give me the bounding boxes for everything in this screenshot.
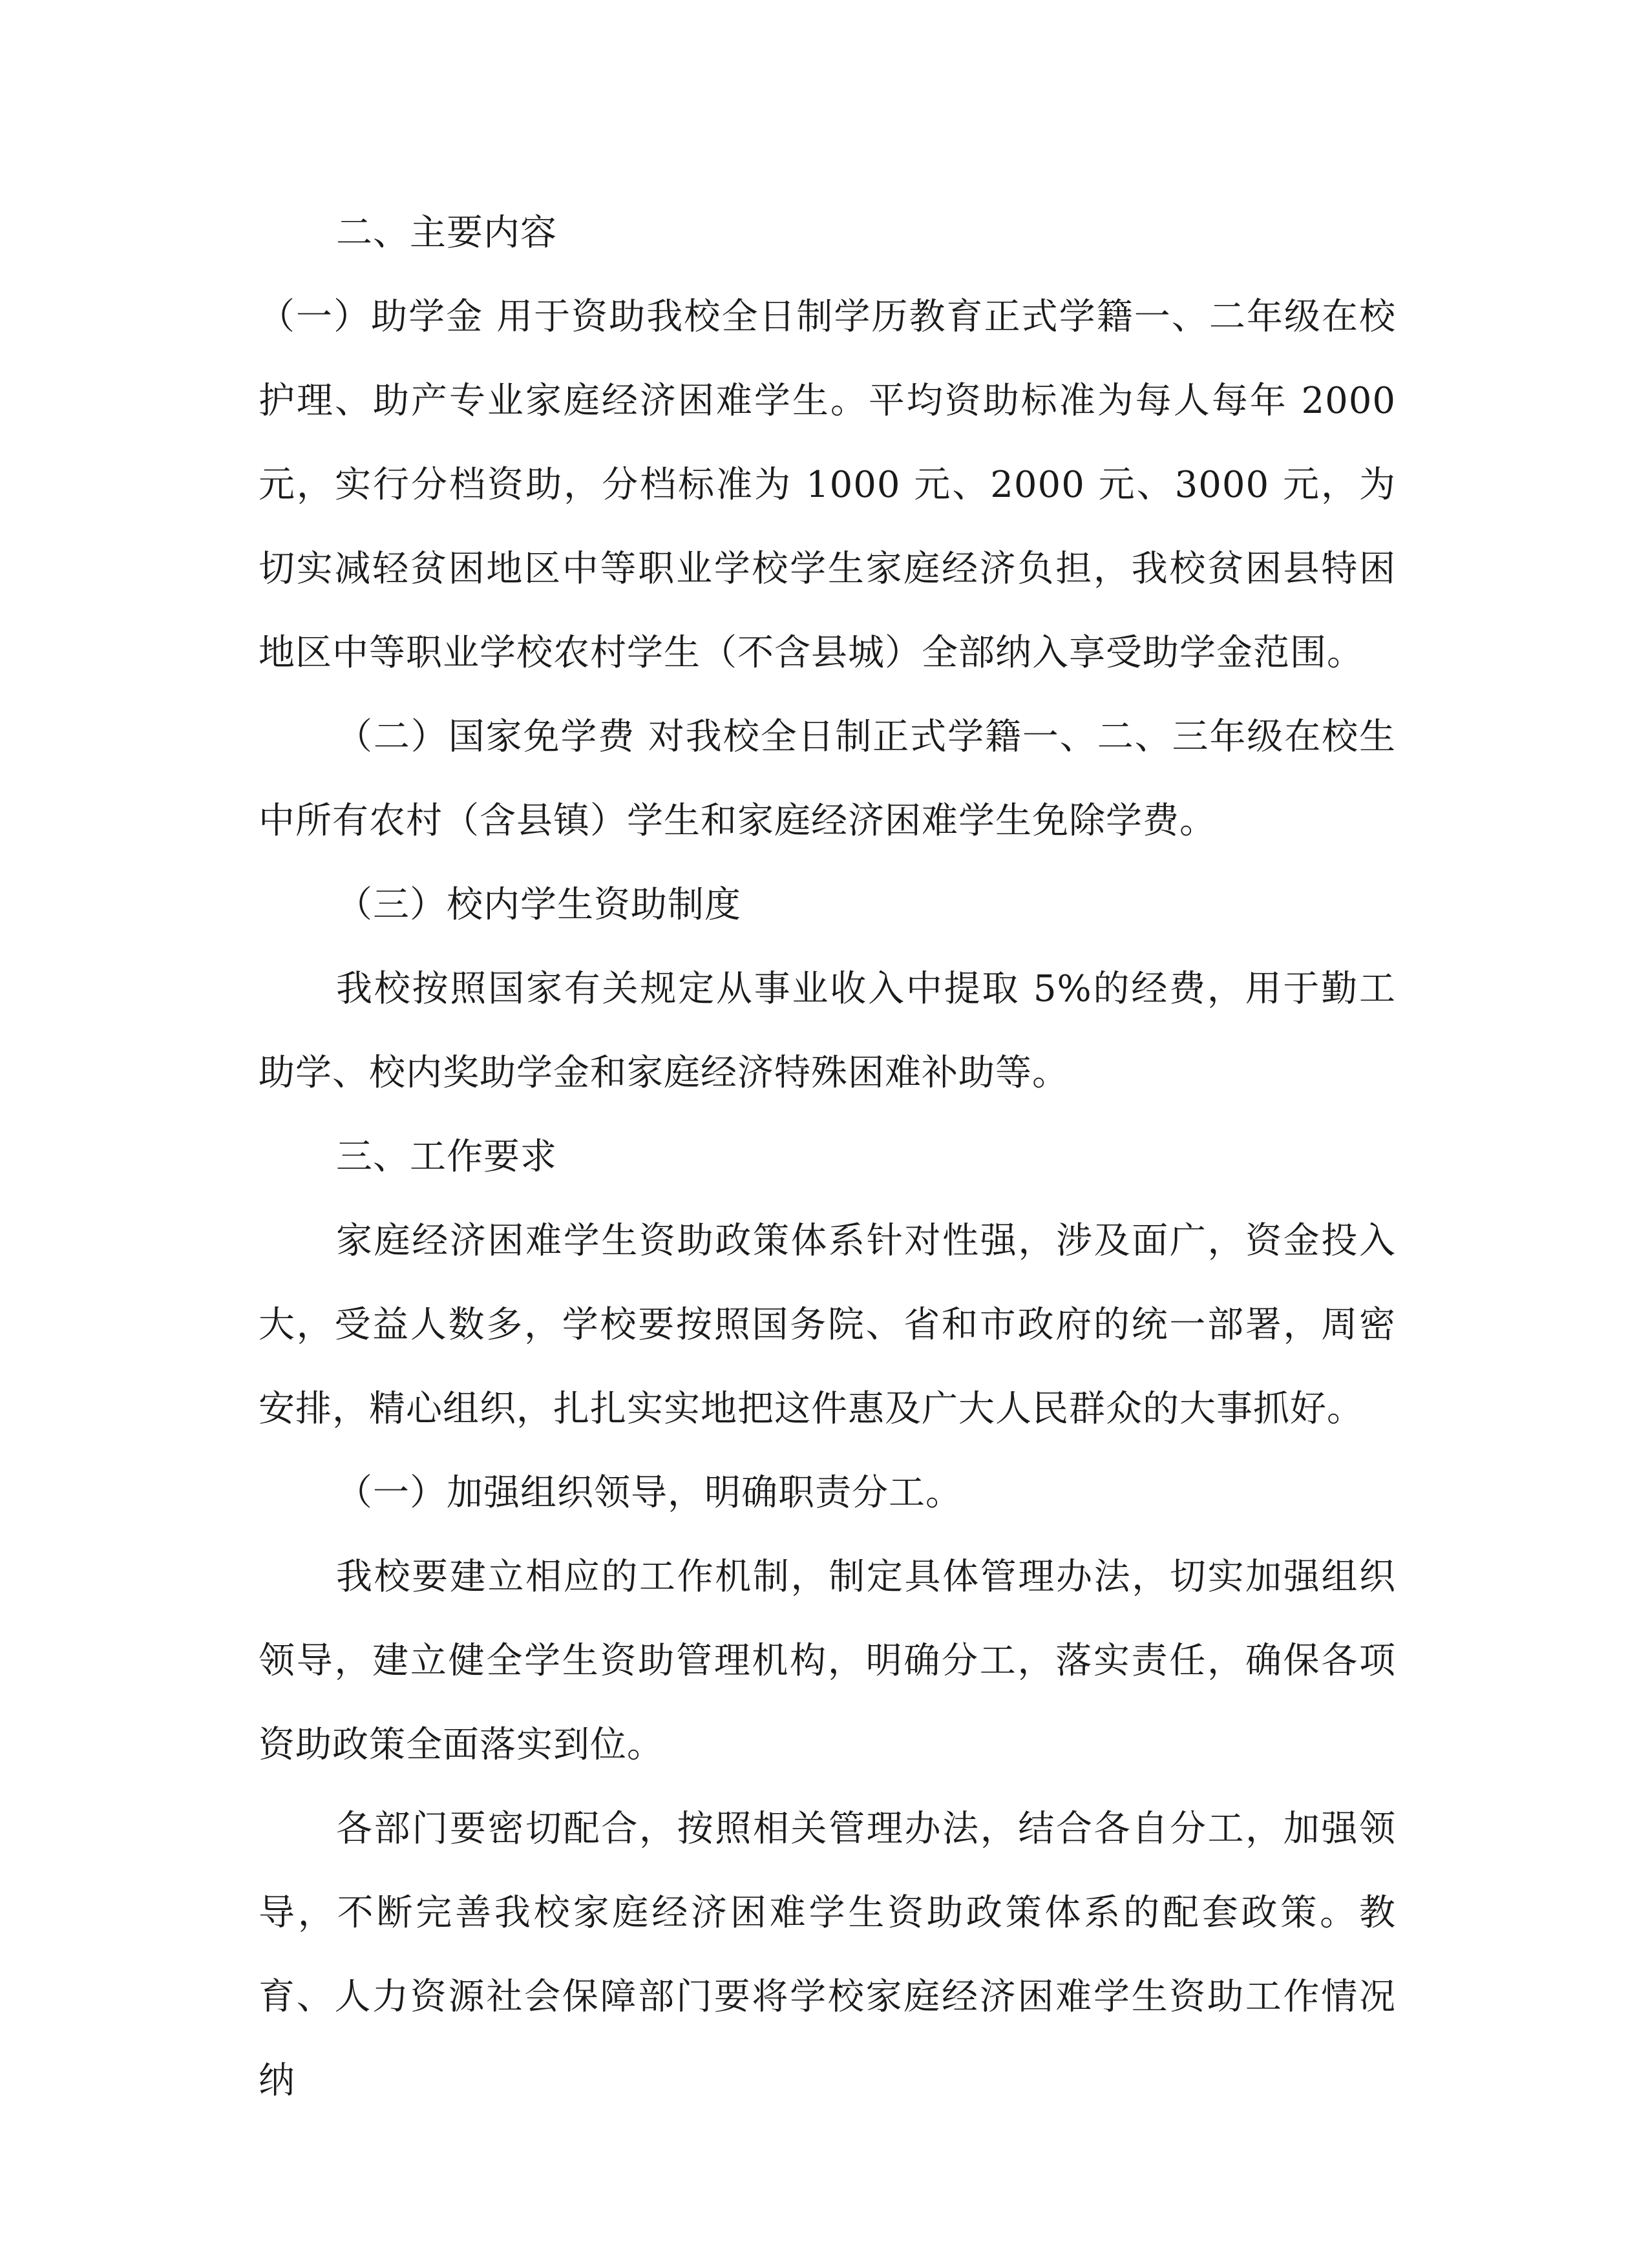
paragraph-grant: （一）助学金 用于资助我校全日制学历教育正式学籍一、二年级在校护理、助产专业家庭经济困难学生。平均资助标准为每人每年 2000 元，实行分档资助，分档标准为 1000 元、2000 元、3000 元，为切实减轻贫困地区中等职业学校学生家庭经济负担，我校贫困县特困地区中等职业学校农村学生（不含县城）全部纳入享受助学金范围。	[259, 296, 1396, 674]
paragraph-tuition-waiver: （二）国家免学费 对我校全日制正式学籍一、二、三年级在校生中所有农村（含县镇）学生和家庭经济困难学生免除学费。	[259, 716, 1396, 842]
section-heading-work-requirements: 三、工作要求	[336, 1136, 557, 1178]
section-heading-main-content: 二、主要内容	[336, 212, 557, 254]
paragraph-campus-aid: 我校按照国家有关规定从事业收入中提取 5%的经费，用于勤工助学、校内奖助学金和家庭经济特殊困难补助等。	[259, 968, 1396, 1094]
subheading-leadership: （一）加强组织领导，明确职责分工。	[336, 1472, 962, 1514]
paragraph-department-cooperation: 各部门要密切配合，按照相关管理办法，结合各自分工，加强领导，不断完善我校家庭经济困难学生资助政策体系的配套政策。教育、人力资源社会保障部门要将学校家庭经济困难学生资助工作情况纳	[259, 1808, 1396, 2102]
document-body	[259, 191, 1396, 2123]
paragraph-policy-system: 家庭经济困难学生资助政策体系针对性强，涉及面广，资金投入大，受益人数多，学校要按照国务院、省和市政府的统一部署，周密安排，精心组织，扎扎实实地把这件惠及广大人民群众的大事抓好。	[259, 1220, 1396, 1430]
subheading-campus-aid: （三）校内学生资助制度	[336, 884, 741, 926]
paragraph-work-mechanism: 我校要建立相应的工作机制，制定具体管理办法，切实加强组织领导，建立健全学生资助管理机构，明确分工，落实责任，确保各项资助政策全面落实到位。	[259, 1556, 1396, 1766]
